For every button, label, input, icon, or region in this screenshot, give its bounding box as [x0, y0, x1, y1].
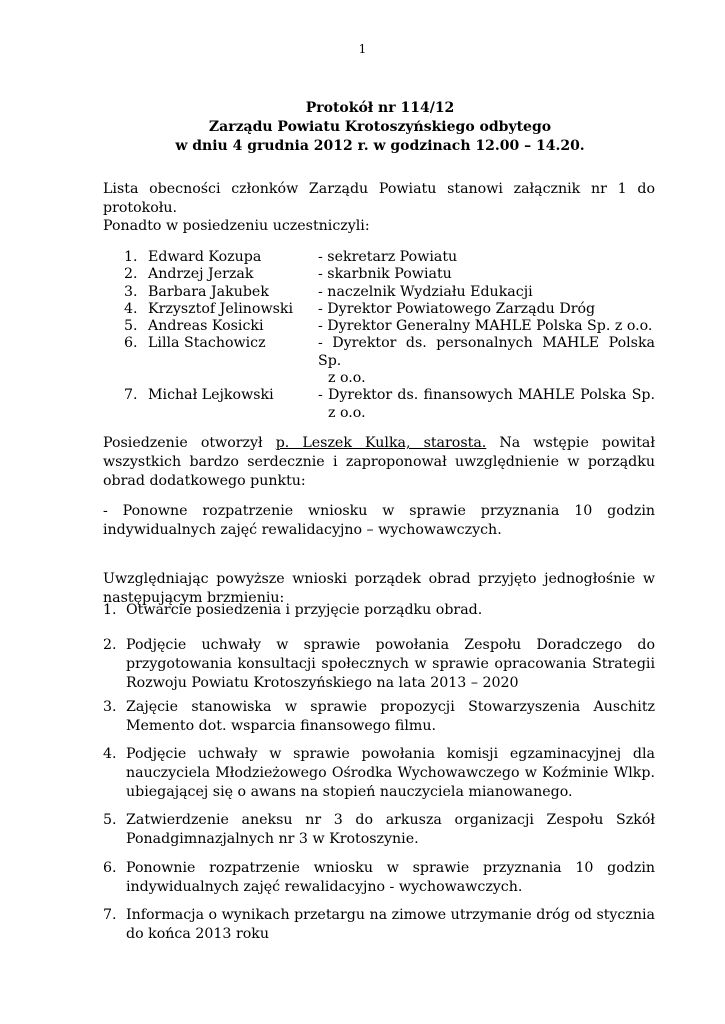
agenda-text: Ponownie rozpatrzenie wniosku w sprawie przyznania 10 godzin indywidualnych zajęć rewalidacyjno - wychowawczych.: [126, 860, 655, 895]
participant-row: [124, 301, 655, 318]
participant-row: [124, 266, 655, 283]
agenda-item: [103, 698, 655, 736]
agenda-text: Zatwierdzenie aneksu nr 3 do arkusza organizacji Zespołu Szkół Ponadgimnazjalnych nr 3 w Krotoszynie.: [126, 812, 655, 847]
document-title: [100, 99, 660, 156]
participant-name: Michał Lejkowski: [148, 387, 274, 404]
participant-role: - Dyrektor ds. finansowych MAHLE Polska Sp.: [318, 387, 655, 404]
participants-list: [124, 249, 655, 422]
participant-row: [124, 284, 655, 301]
title-line-3: w dniu 4 grudnia 2012 r. w godzinach 12.00 – 14.20.: [175, 138, 585, 154]
agenda-number: 4.: [103, 746, 117, 762]
participant-row: [124, 249, 655, 266]
participant-role: - Dyrektor Powiatowego Zarządu Dróg: [318, 300, 596, 317]
participant-number: 5.: [124, 318, 138, 335]
page-number: 1: [358, 42, 367, 56]
agenda-item: [103, 811, 655, 849]
opening-text-before: Posiedzenie otworzył: [103, 435, 276, 451]
participant-number: 2.: [124, 266, 138, 283]
agenda-number: 6.: [103, 860, 117, 876]
agenda-item: [103, 859, 655, 897]
opening-text-after: Na wstępie powitał wszystkich bardzo serdecznie i zaproponował uwzględnienie w porządku obrad dodatkowego punktu:: [103, 435, 655, 489]
participant-name: Andrzej Jerzak: [148, 266, 254, 283]
participant-number: 7.: [124, 387, 138, 404]
opening-chair-name: p. Leszek Kulka, starosta.: [275, 435, 487, 451]
participant-name: Lilla Stachowicz: [148, 335, 266, 352]
participant-role-continuation: z o.o.: [328, 370, 366, 387]
title-line-1: Protokół nr 114/12: [305, 100, 455, 116]
participants-intro: Ponadto w posiedzeniu uczestniczyli:: [103, 218, 370, 234]
participant-name: Andreas Kosicki: [148, 318, 264, 335]
agenda-text: Informacja o wynikach przetargu na zimowe utrzymanie dróg od stycznia do końca 2013 roku: [126, 907, 655, 942]
participant-role: - skarbnik Powiatu: [318, 266, 452, 283]
participant-row: [124, 335, 655, 387]
participant-role: - sekretarz Powiatu: [318, 249, 458, 265]
attendance-note: Lista obecności członków Zarządu Powiatu stanowi załącznik nr 1 do protokołu.: [103, 181, 655, 216]
agenda-item: [103, 745, 655, 802]
participant-row: [124, 318, 655, 335]
participant-role-continuation: z o.o.: [328, 404, 366, 421]
agenda-number: 3.: [103, 699, 117, 715]
agenda-number: 1.: [103, 602, 117, 618]
participant-role: - Dyrektor ds. personalnych MAHLE Polska Sp.: [318, 335, 655, 369]
agenda-text: Zajęcie stanowiska w sprawie propozycji Stowarzyszenia Auschitz Memento dot. wsparcia finansowego filmu.: [126, 699, 655, 734]
opening-paragraph: [103, 434, 655, 491]
participant-role-block: [318, 335, 655, 387]
agenda-text: Otwarcie posiedzenia i przyjęcie porządku obrad.: [126, 602, 483, 618]
participant-name: Krzysztof Jelinowski: [148, 300, 294, 317]
participant-number: 4.: [124, 300, 138, 317]
additional-point: - Ponowne rozpatrzenie wniosku w sprawie przyznania 10 godzin indywidualnych zajęć rewalidacyjno – wychowawczych.: [103, 503, 655, 538]
agenda-text: Podjęcie uchwały w sprawie powołania komisji egzaminacyjnej dla nauczyciela Młodzieżowego Ośrodka Wychowawczego w Koźminie Wlkp. ubiegającej się o awans na stopień nauczyciela mianowanego.: [126, 746, 655, 800]
participant-row: [124, 387, 655, 422]
agenda-number: 2.: [103, 637, 117, 653]
agenda-item: [103, 906, 655, 944]
agenda-number: 5.: [103, 812, 117, 828]
participant-number: 6.: [124, 335, 138, 352]
participant-role-block: [318, 387, 655, 422]
agenda-text: Podjęcie uchwały w sprawie powołania Zespołu Doradczego do przygotowania konsultacji społecznych w sprawie opracowania Strategii Rozwoju Powiatu Krotoszyńskiego na lata 2013 – 2020: [126, 637, 655, 691]
participant-name: Barbara Jakubek: [148, 283, 269, 300]
agenda-number: 7.: [103, 907, 117, 923]
participant-name: Edward Kozupa: [148, 249, 262, 265]
agenda-intro: Uwzględniając powyższe wnioski porządek obrad przyjęto jednogłośnie w następującym brzmieniu:: [103, 571, 655, 606]
participant-role: - naczelnik Wydziału Edukacji: [318, 283, 533, 300]
agenda-item: [103, 636, 655, 693]
agenda-item: [103, 601, 655, 620]
participant-number: 3.: [124, 283, 138, 300]
participant-number: 1.: [124, 249, 138, 265]
participant-role: - Dyrektor Generalny MAHLE Polska Sp. z o.o.: [318, 318, 653, 335]
title-line-2: Zarządu Powiatu Krotoszyńskiego odbytego: [208, 119, 552, 135]
